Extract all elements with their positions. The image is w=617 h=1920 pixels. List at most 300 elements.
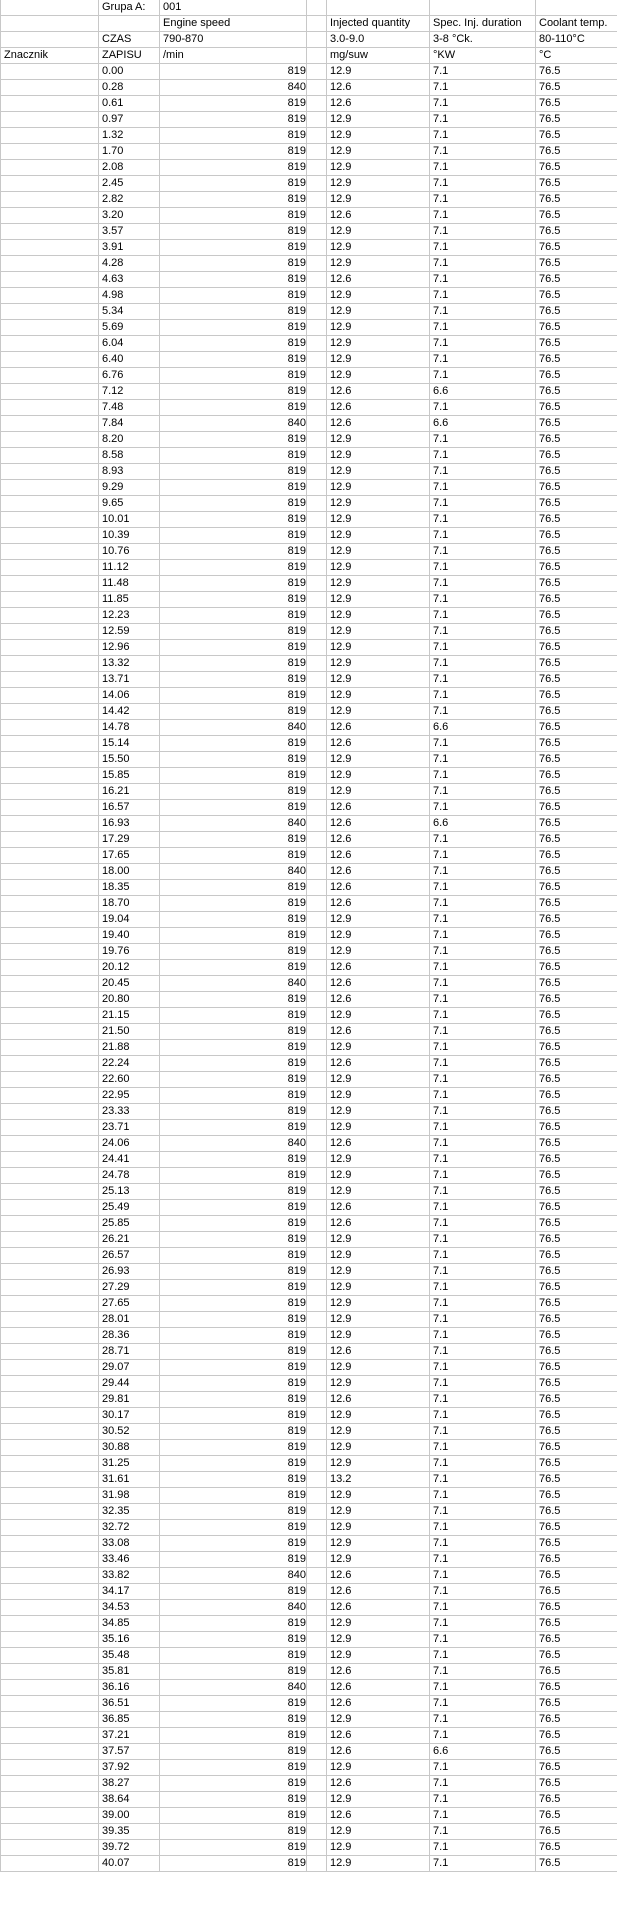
time-cell[interactable]: 35.81 — [99, 1664, 160, 1680]
coolant-temp-cell[interactable]: 76.5 — [536, 608, 617, 624]
marker-cell[interactable] — [1, 1088, 99, 1104]
blank-cell[interactable] — [307, 912, 327, 928]
marker-cell[interactable] — [1, 784, 99, 800]
marker-cell[interactable] — [1, 1168, 99, 1184]
injection-duration-cell[interactable]: 7.1 — [430, 976, 536, 992]
engine-speed-cell[interactable]: 819 — [160, 1168, 307, 1184]
injected-quantity-cell[interactable]: 12.6 — [327, 1024, 430, 1040]
blank-cell[interactable] — [307, 1488, 327, 1504]
time-cell[interactable]: 11.12 — [99, 560, 160, 576]
time-cell[interactable]: 6.04 — [99, 336, 160, 352]
engine-speed-cell[interactable]: 819 — [160, 272, 307, 288]
marker-cell[interactable] — [1, 720, 99, 736]
marker-cell[interactable] — [1, 544, 99, 560]
marker-cell[interactable] — [1, 1328, 99, 1344]
engine-speed-cell[interactable]: 819 — [160, 1648, 307, 1664]
header-cell[interactable] — [430, 0, 536, 16]
blank-cell[interactable] — [307, 1584, 327, 1600]
engine-speed-cell[interactable]: 819 — [160, 656, 307, 672]
marker-cell[interactable] — [1, 1184, 99, 1200]
marker-cell[interactable] — [1, 464, 99, 480]
injection-duration-cell[interactable]: 7.1 — [430, 1728, 536, 1744]
coolant-temp-cell[interactable]: 76.5 — [536, 1312, 617, 1328]
coolant-temp-cell[interactable]: 76.5 — [536, 368, 617, 384]
injected-quantity-cell[interactable]: 12.9 — [327, 304, 430, 320]
injected-quantity-cell[interactable]: 12.9 — [327, 128, 430, 144]
injected-quantity-cell[interactable]: 12.9 — [327, 160, 430, 176]
injection-duration-cell[interactable]: 7.1 — [430, 192, 536, 208]
blank-cell[interactable] — [307, 80, 327, 96]
injection-duration-cell[interactable]: 6.6 — [430, 416, 536, 432]
injected-quantity-cell[interactable]: 12.9 — [327, 1328, 430, 1344]
time-cell[interactable]: 4.98 — [99, 288, 160, 304]
time-cell[interactable]: 21.50 — [99, 1024, 160, 1040]
injection-duration-cell[interactable]: 7.1 — [430, 592, 536, 608]
injection-duration-cell[interactable]: 7.1 — [430, 832, 536, 848]
injected-quantity-cell[interactable]: 12.9 — [327, 224, 430, 240]
coolant-temp-cell[interactable]: 76.5 — [536, 1120, 617, 1136]
marker-cell[interactable] — [1, 672, 99, 688]
engine-speed-cell[interactable]: 840 — [160, 864, 307, 880]
injection-duration-cell[interactable]: 7.1 — [430, 272, 536, 288]
marker-cell[interactable] — [1, 1792, 99, 1808]
injection-duration-cell[interactable]: 7.1 — [430, 784, 536, 800]
engine-speed-cell[interactable]: 819 — [160, 768, 307, 784]
blank-cell[interactable] — [307, 752, 327, 768]
engine-speed-cell[interactable]: 819 — [160, 1024, 307, 1040]
marker-cell[interactable] — [1, 1440, 99, 1456]
coolant-temp-cell[interactable]: 76.5 — [536, 832, 617, 848]
marker-cell[interactable] — [1, 1552, 99, 1568]
engine-speed-cell[interactable]: 819 — [160, 176, 307, 192]
time-cell[interactable]: 32.35 — [99, 1504, 160, 1520]
blank-cell[interactable] — [307, 1568, 327, 1584]
engine-speed-cell[interactable]: 819 — [160, 400, 307, 416]
engine-speed-cell[interactable]: 840 — [160, 1136, 307, 1152]
blank-cell[interactable] — [307, 304, 327, 320]
blank-cell[interactable] — [307, 1792, 327, 1808]
injected-quantity-cell[interactable]: 12.9 — [327, 1792, 430, 1808]
marker-cell[interactable] — [1, 400, 99, 416]
injection-duration-cell[interactable]: 7.1 — [430, 1200, 536, 1216]
injected-quantity-cell[interactable]: 12.9 — [327, 1168, 430, 1184]
injection-duration-cell[interactable]: 7.1 — [430, 1120, 536, 1136]
time-cell[interactable]: 27.65 — [99, 1296, 160, 1312]
time-cell[interactable]: 28.01 — [99, 1312, 160, 1328]
injected-quantity-cell[interactable]: 12.9 — [327, 656, 430, 672]
blank-cell[interactable] — [307, 1856, 327, 1872]
injected-quantity-cell[interactable]: 12.9 — [327, 1280, 430, 1296]
coolant-temp-cell[interactable]: 76.5 — [536, 704, 617, 720]
marker-cell[interactable] — [1, 560, 99, 576]
time-cell[interactable]: 14.78 — [99, 720, 160, 736]
time-cell[interactable]: 0.61 — [99, 96, 160, 112]
blank-cell[interactable] — [307, 224, 327, 240]
marker-cell[interactable] — [1, 96, 99, 112]
time-cell[interactable]: 32.72 — [99, 1520, 160, 1536]
time-cell[interactable]: 30.88 — [99, 1440, 160, 1456]
injected-quantity-cell[interactable]: 12.9 — [327, 352, 430, 368]
blank-cell[interactable] — [307, 1664, 327, 1680]
coolant-temp-cell[interactable]: 76.5 — [536, 1408, 617, 1424]
time-cell[interactable]: 30.52 — [99, 1424, 160, 1440]
engine-speed-cell[interactable]: 819 — [160, 560, 307, 576]
injection-duration-cell[interactable]: 7.1 — [430, 1072, 536, 1088]
injected-quantity-cell[interactable]: 12.9 — [327, 1632, 430, 1648]
coolant-temp-cell[interactable]: 76.5 — [536, 1136, 617, 1152]
engine-speed-cell[interactable]: 819 — [160, 528, 307, 544]
injection-duration-cell[interactable]: 7.1 — [430, 208, 536, 224]
engine-speed-cell[interactable]: 819 — [160, 896, 307, 912]
engine-speed-cell[interactable]: 819 — [160, 1344, 307, 1360]
blank-cell[interactable] — [307, 64, 327, 80]
engine-speed-cell[interactable]: 840 — [160, 976, 307, 992]
engine-speed-cell[interactable]: 819 — [160, 1712, 307, 1728]
injection-duration-cell[interactable]: 7.1 — [430, 96, 536, 112]
marker-cell[interactable] — [1, 640, 99, 656]
time-cell[interactable]: 33.08 — [99, 1536, 160, 1552]
blank-cell[interactable] — [307, 832, 327, 848]
marker-cell[interactable] — [1, 1136, 99, 1152]
marker-cell[interactable] — [1, 1344, 99, 1360]
marker-cell[interactable] — [1, 832, 99, 848]
engine-speed-cell[interactable]: 819 — [160, 512, 307, 528]
blank-cell[interactable] — [307, 1648, 327, 1664]
injection-duration-cell[interactable]: 7.1 — [430, 576, 536, 592]
coolant-temp-cell[interactable]: 76.5 — [536, 1280, 617, 1296]
time-cell[interactable]: 8.58 — [99, 448, 160, 464]
coolant-temp-cell[interactable]: 76.5 — [536, 336, 617, 352]
injection-duration-cell[interactable]: 7.1 — [430, 1712, 536, 1728]
injection-duration-cell[interactable]: 7.1 — [430, 752, 536, 768]
blank-cell[interactable] — [307, 288, 327, 304]
engine-speed-cell[interactable]: 840 — [160, 1680, 307, 1696]
marker-cell[interactable] — [1, 272, 99, 288]
coolant-temp-cell[interactable]: 76.5 — [536, 592, 617, 608]
engine-speed-cell[interactable]: 819 — [160, 1200, 307, 1216]
coolant-temp-cell[interactable]: 76.5 — [536, 1760, 617, 1776]
blank-cell[interactable] — [307, 960, 327, 976]
time-cell[interactable]: 39.35 — [99, 1824, 160, 1840]
injected-quantity-cell[interactable]: 12.6 — [327, 384, 430, 400]
injection-duration-cell[interactable]: 7.1 — [430, 64, 536, 80]
coolant-temp-cell[interactable]: 76.5 — [536, 992, 617, 1008]
coolant-temp-cell[interactable]: 76.5 — [536, 976, 617, 992]
marker-cell[interactable] — [1, 1008, 99, 1024]
blank-cell[interactable] — [307, 1520, 327, 1536]
blank-cell[interactable] — [307, 1808, 327, 1824]
marker-cell[interactable] — [1, 1664, 99, 1680]
coolant-temp-cell[interactable]: 76.5 — [536, 1808, 617, 1824]
blank-cell[interactable] — [307, 368, 327, 384]
marker-cell[interactable] — [1, 1824, 99, 1840]
injected-quantity-cell[interactable]: 12.6 — [327, 1392, 430, 1408]
injection-duration-cell[interactable]: 7.1 — [430, 256, 536, 272]
time-cell[interactable]: 4.28 — [99, 256, 160, 272]
coolant-temp-cell[interactable]: 76.5 — [536, 352, 617, 368]
engine-speed-cell[interactable]: 819 — [160, 1184, 307, 1200]
marker-cell[interactable] — [1, 288, 99, 304]
coolant-temp-cell[interactable]: 76.5 — [536, 1056, 617, 1072]
engine-speed-cell[interactable]: 819 — [160, 1120, 307, 1136]
injection-duration-cell[interactable]: 7.1 — [430, 1024, 536, 1040]
injection-duration-cell[interactable]: 7.1 — [430, 336, 536, 352]
coolant-temp-cell[interactable]: 76.5 — [536, 1680, 617, 1696]
injection-duration-cell[interactable]: 7.1 — [430, 496, 536, 512]
blank-cell[interactable] — [307, 1696, 327, 1712]
header-cell[interactable]: Injected quantity — [327, 16, 430, 32]
injection-duration-cell[interactable]: 7.1 — [430, 1824, 536, 1840]
time-cell[interactable]: 9.65 — [99, 496, 160, 512]
injected-quantity-cell[interactable]: 12.6 — [327, 736, 430, 752]
time-cell[interactable]: 4.63 — [99, 272, 160, 288]
engine-speed-cell[interactable]: 819 — [160, 1632, 307, 1648]
injected-quantity-cell[interactable]: 12.6 — [327, 1568, 430, 1584]
marker-cell[interactable] — [1, 1696, 99, 1712]
marker-cell[interactable] — [1, 896, 99, 912]
injected-quantity-cell[interactable]: 12.6 — [327, 1680, 430, 1696]
marker-cell[interactable] — [1, 304, 99, 320]
marker-cell[interactable] — [1, 496, 99, 512]
injected-quantity-cell[interactable]: 12.6 — [327, 80, 430, 96]
marker-cell[interactable] — [1, 1024, 99, 1040]
injection-duration-cell[interactable]: 7.1 — [430, 544, 536, 560]
injection-duration-cell[interactable]: 7.1 — [430, 688, 536, 704]
injection-duration-cell[interactable]: 7.1 — [430, 1104, 536, 1120]
injection-duration-cell[interactable]: 7.1 — [430, 672, 536, 688]
injected-quantity-cell[interactable]: 12.6 — [327, 816, 430, 832]
time-cell[interactable]: 3.57 — [99, 224, 160, 240]
injection-duration-cell[interactable]: 7.1 — [430, 1680, 536, 1696]
injection-duration-cell[interactable]: 7.1 — [430, 1552, 536, 1568]
marker-cell[interactable] — [1, 1536, 99, 1552]
injection-duration-cell[interactable]: 7.1 — [430, 1232, 536, 1248]
injected-quantity-cell[interactable]: 12.9 — [327, 1360, 430, 1376]
injection-duration-cell[interactable]: 7.1 — [430, 944, 536, 960]
blank-cell[interactable] — [307, 976, 327, 992]
blank-cell[interactable] — [307, 320, 327, 336]
marker-cell[interactable] — [1, 608, 99, 624]
blank-cell[interactable] — [307, 384, 327, 400]
marker-cell[interactable] — [1, 1312, 99, 1328]
injected-quantity-cell[interactable]: 12.6 — [327, 1216, 430, 1232]
header-cell[interactable] — [327, 0, 430, 16]
injection-duration-cell[interactable]: 7.1 — [430, 1696, 536, 1712]
engine-speed-cell[interactable]: 819 — [160, 736, 307, 752]
injected-quantity-cell[interactable]: 12.9 — [327, 544, 430, 560]
header-cell[interactable]: Engine speed — [160, 16, 307, 32]
injected-quantity-cell[interactable]: 12.9 — [327, 640, 430, 656]
header-cell[interactable]: Grupa A: — [99, 0, 160, 16]
engine-speed-cell[interactable]: 819 — [160, 1408, 307, 1424]
engine-speed-cell[interactable]: 840 — [160, 1600, 307, 1616]
engine-speed-cell[interactable]: 819 — [160, 672, 307, 688]
time-cell[interactable]: 11.85 — [99, 592, 160, 608]
injection-duration-cell[interactable]: 7.1 — [430, 656, 536, 672]
injected-quantity-cell[interactable]: 12.9 — [327, 1504, 430, 1520]
header-cell[interactable] — [307, 16, 327, 32]
time-cell[interactable]: 28.36 — [99, 1328, 160, 1344]
engine-speed-cell[interactable]: 819 — [160, 1008, 307, 1024]
time-cell[interactable]: 0.00 — [99, 64, 160, 80]
engine-speed-cell[interactable]: 819 — [160, 1744, 307, 1760]
coolant-temp-cell[interactable]: 76.5 — [536, 464, 617, 480]
header-cell[interactable] — [99, 16, 160, 32]
engine-speed-cell[interactable]: 819 — [160, 1328, 307, 1344]
coolant-temp-cell[interactable]: 76.5 — [536, 1168, 617, 1184]
header-cell[interactable]: CZAS — [99, 32, 160, 48]
injection-duration-cell[interactable]: 7.1 — [430, 224, 536, 240]
engine-speed-cell[interactable]: 819 — [160, 1824, 307, 1840]
blank-cell[interactable] — [307, 96, 327, 112]
coolant-temp-cell[interactable]: 76.5 — [536, 1424, 617, 1440]
blank-cell[interactable] — [307, 1616, 327, 1632]
injected-quantity-cell[interactable]: 12.6 — [327, 832, 430, 848]
header-cell[interactable]: °C — [536, 48, 617, 64]
injection-duration-cell[interactable]: 7.1 — [430, 160, 536, 176]
blank-cell[interactable] — [307, 864, 327, 880]
engine-speed-cell[interactable]: 840 — [160, 816, 307, 832]
injection-duration-cell[interactable]: 7.1 — [430, 144, 536, 160]
engine-speed-cell[interactable]: 819 — [160, 208, 307, 224]
time-cell[interactable]: 36.85 — [99, 1712, 160, 1728]
injected-quantity-cell[interactable]: 12.6 — [327, 272, 430, 288]
engine-speed-cell[interactable]: 819 — [160, 128, 307, 144]
blank-cell[interactable] — [307, 608, 327, 624]
engine-speed-cell[interactable]: 819 — [160, 192, 307, 208]
time-cell[interactable]: 26.21 — [99, 1232, 160, 1248]
injection-duration-cell[interactable]: 7.1 — [430, 1616, 536, 1632]
coolant-temp-cell[interactable]: 76.5 — [536, 1504, 617, 1520]
injection-duration-cell[interactable]: 7.1 — [430, 400, 536, 416]
marker-cell[interactable] — [1, 1648, 99, 1664]
injection-duration-cell[interactable]: 7.1 — [430, 512, 536, 528]
engine-speed-cell[interactable]: 819 — [160, 1424, 307, 1440]
injection-duration-cell[interactable]: 7.1 — [430, 80, 536, 96]
coolant-temp-cell[interactable]: 76.5 — [536, 192, 617, 208]
injection-duration-cell[interactable]: 7.1 — [430, 304, 536, 320]
injection-duration-cell[interactable]: 7.1 — [430, 1168, 536, 1184]
injected-quantity-cell[interactable]: 12.9 — [327, 320, 430, 336]
coolant-temp-cell[interactable]: 76.5 — [536, 128, 617, 144]
coolant-temp-cell[interactable]: 76.5 — [536, 1472, 617, 1488]
blank-cell[interactable] — [307, 1840, 327, 1856]
coolant-temp-cell[interactable]: 76.5 — [536, 560, 617, 576]
time-cell[interactable]: 2.08 — [99, 160, 160, 176]
injection-duration-cell[interactable]: 7.1 — [430, 928, 536, 944]
time-cell[interactable]: 31.98 — [99, 1488, 160, 1504]
time-cell[interactable]: 16.57 — [99, 800, 160, 816]
injected-quantity-cell[interactable]: 12.9 — [327, 784, 430, 800]
header-cell[interactable] — [1, 0, 99, 16]
injection-duration-cell[interactable]: 7.1 — [430, 640, 536, 656]
coolant-temp-cell[interactable]: 76.5 — [536, 544, 617, 560]
blank-cell[interactable] — [307, 1296, 327, 1312]
injected-quantity-cell[interactable]: 12.6 — [327, 1808, 430, 1824]
blank-cell[interactable] — [307, 112, 327, 128]
header-cell[interactable]: Spec. Inj. duration — [430, 16, 536, 32]
engine-speed-cell[interactable]: 819 — [160, 1216, 307, 1232]
header-cell[interactable]: Znacznik — [1, 48, 99, 64]
engine-speed-cell[interactable]: 819 — [160, 352, 307, 368]
time-cell[interactable]: 10.39 — [99, 528, 160, 544]
coolant-temp-cell[interactable]: 76.5 — [536, 1344, 617, 1360]
injected-quantity-cell[interactable]: 12.9 — [327, 1152, 430, 1168]
engine-speed-cell[interactable]: 819 — [160, 320, 307, 336]
injected-quantity-cell[interactable]: 12.9 — [327, 512, 430, 528]
time-cell[interactable]: 8.93 — [99, 464, 160, 480]
marker-cell[interactable] — [1, 1840, 99, 1856]
time-cell[interactable]: 37.21 — [99, 1728, 160, 1744]
blank-cell[interactable] — [307, 272, 327, 288]
header-cell[interactable] — [1, 16, 99, 32]
injection-duration-cell[interactable]: 7.1 — [430, 1440, 536, 1456]
blank-cell[interactable] — [307, 448, 327, 464]
blank-cell[interactable] — [307, 528, 327, 544]
blank-cell[interactable] — [307, 1680, 327, 1696]
injection-duration-cell[interactable]: 7.1 — [430, 848, 536, 864]
injected-quantity-cell[interactable]: 12.9 — [327, 112, 430, 128]
header-cell[interactable]: °KW — [430, 48, 536, 64]
injection-duration-cell[interactable]: 6.6 — [430, 720, 536, 736]
coolant-temp-cell[interactable]: 76.5 — [536, 1104, 617, 1120]
injected-quantity-cell[interactable]: 12.6 — [327, 1136, 430, 1152]
injected-quantity-cell[interactable]: 12.6 — [327, 1776, 430, 1792]
time-cell[interactable]: 17.65 — [99, 848, 160, 864]
injection-duration-cell[interactable]: 7.1 — [430, 1456, 536, 1472]
time-cell[interactable]: 13.32 — [99, 656, 160, 672]
marker-cell[interactable] — [1, 256, 99, 272]
engine-speed-cell[interactable]: 840 — [160, 1568, 307, 1584]
time-cell[interactable]: 5.34 — [99, 304, 160, 320]
marker-cell[interactable] — [1, 128, 99, 144]
injection-duration-cell[interactable]: 7.1 — [430, 288, 536, 304]
time-cell[interactable]: 28.71 — [99, 1344, 160, 1360]
marker-cell[interactable] — [1, 816, 99, 832]
time-cell[interactable]: 11.48 — [99, 576, 160, 592]
injection-duration-cell[interactable]: 7.1 — [430, 1392, 536, 1408]
engine-speed-cell[interactable]: 819 — [160, 368, 307, 384]
coolant-temp-cell[interactable]: 76.5 — [536, 176, 617, 192]
injected-quantity-cell[interactable]: 12.9 — [327, 64, 430, 80]
engine-speed-cell[interactable]: 819 — [160, 288, 307, 304]
injection-duration-cell[interactable]: 7.1 — [430, 1776, 536, 1792]
engine-speed-cell[interactable]: 819 — [160, 784, 307, 800]
marker-cell[interactable] — [1, 368, 99, 384]
injection-duration-cell[interactable]: 7.1 — [430, 1280, 536, 1296]
coolant-temp-cell[interactable]: 76.5 — [536, 240, 617, 256]
time-cell[interactable]: 37.92 — [99, 1760, 160, 1776]
injected-quantity-cell[interactable]: 12.9 — [327, 1376, 430, 1392]
marker-cell[interactable] — [1, 480, 99, 496]
coolant-temp-cell[interactable]: 76.5 — [536, 1248, 617, 1264]
coolant-temp-cell[interactable]: 76.5 — [536, 1600, 617, 1616]
marker-cell[interactable] — [1, 1744, 99, 1760]
time-cell[interactable]: 12.96 — [99, 640, 160, 656]
injected-quantity-cell[interactable]: 12.9 — [327, 1456, 430, 1472]
engine-speed-cell[interactable]: 819 — [160, 256, 307, 272]
blank-cell[interactable] — [307, 1712, 327, 1728]
time-cell[interactable]: 15.85 — [99, 768, 160, 784]
coolant-temp-cell[interactable]: 76.5 — [536, 1696, 617, 1712]
injection-duration-cell[interactable]: 7.1 — [430, 1584, 536, 1600]
injection-duration-cell[interactable]: 7.1 — [430, 1248, 536, 1264]
injected-quantity-cell[interactable]: 12.9 — [327, 1424, 430, 1440]
header-cell[interactable]: ZAPISU — [99, 48, 160, 64]
header-cell[interactable] — [307, 48, 327, 64]
marker-cell[interactable] — [1, 1104, 99, 1120]
blank-cell[interactable] — [307, 704, 327, 720]
